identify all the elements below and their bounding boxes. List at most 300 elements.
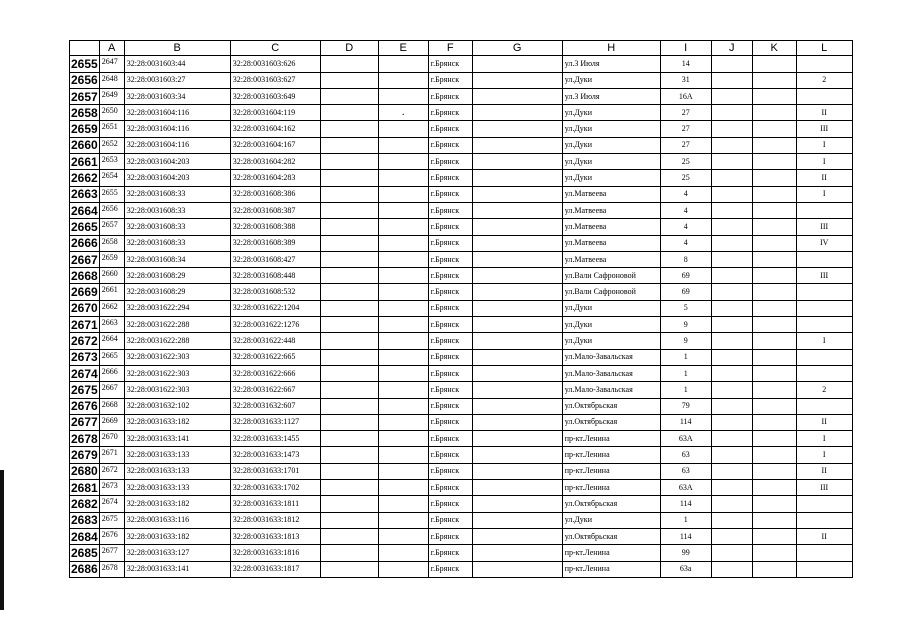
cell-b[interactable]: 32:28:0031633:133 [124, 463, 230, 479]
cell-i[interactable]: 63 [660, 447, 711, 463]
cell-h[interactable]: ул.Дуки [562, 317, 660, 333]
cell-b[interactable]: 32:28:0031622:288 [124, 317, 230, 333]
cell-h[interactable]: ул.Вали Сафроновой [562, 268, 660, 284]
row-number[interactable]: 2659 [71, 122, 98, 137]
row-number[interactable]: 2667 [71, 252, 98, 267]
cell-i[interactable]: 4 [660, 186, 711, 202]
cell-g[interactable] [472, 105, 562, 121]
cell-i[interactable]: 63 [660, 463, 711, 479]
cell-l[interactable] [796, 56, 852, 72]
cell-l[interactable] [796, 545, 852, 561]
cell-j[interactable] [711, 284, 752, 300]
row-number[interactable]: 2665 [71, 219, 98, 234]
cell-c[interactable]: 32:28:0031633:1816 [230, 545, 320, 561]
cell-f[interactable]: г.Брянск [428, 235, 472, 251]
cell-a[interactable]: 2673 [99, 480, 124, 496]
cell-k[interactable] [752, 88, 796, 104]
cell-k[interactable] [752, 300, 796, 316]
cell-i[interactable]: 63А [660, 431, 711, 447]
row-number[interactable]: 2683 [71, 513, 98, 528]
cell-g[interactable] [472, 121, 562, 137]
cell-g[interactable] [472, 496, 562, 512]
cell-j[interactable] [711, 154, 752, 170]
cell-g[interactable] [472, 251, 562, 267]
cell-a[interactable]: 2647 [99, 56, 124, 72]
cell-j[interactable] [711, 317, 752, 333]
cell-e[interactable] [378, 72, 428, 88]
cell-k[interactable] [752, 268, 796, 284]
cell-h[interactable]: ул.Вали Сафроновой [562, 284, 660, 300]
column-header-b[interactable]: B [124, 41, 230, 56]
cell-d[interactable] [320, 545, 378, 561]
cell-e[interactable] [378, 463, 428, 479]
cell-f[interactable]: г.Брянск [428, 447, 472, 463]
cell-a[interactable]: 2662 [99, 300, 124, 316]
cell-a[interactable]: 2660 [99, 268, 124, 284]
cell-j[interactable] [711, 219, 752, 235]
row-number[interactable]: 2670 [71, 301, 98, 316]
cell-k[interactable] [752, 56, 796, 72]
cell-k[interactable] [752, 349, 796, 365]
cell-f[interactable]: г.Брянск [428, 414, 472, 430]
cell-j[interactable] [711, 447, 752, 463]
cell-k[interactable] [752, 463, 796, 479]
cell-i[interactable]: 16А [660, 88, 711, 104]
cell-d[interactable] [320, 300, 378, 316]
cell-g[interactable] [472, 56, 562, 72]
cell-f[interactable]: г.Брянск [428, 463, 472, 479]
cell-b[interactable]: 32:28:0031622:303 [124, 349, 230, 365]
cell-d[interactable] [320, 317, 378, 333]
cell-h[interactable]: пр-кт.Ленина [562, 561, 660, 577]
cell-j[interactable] [711, 170, 752, 186]
cell-a[interactable]: 2674 [99, 496, 124, 512]
cell-d[interactable] [320, 349, 378, 365]
cell-j[interactable] [711, 333, 752, 349]
cell-h[interactable]: ул.Матвеева [562, 202, 660, 218]
cell-f[interactable]: г.Брянск [428, 545, 472, 561]
cell-c[interactable]: 32:28:0031603:627 [230, 72, 320, 88]
cell-d[interactable] [320, 137, 378, 153]
cell-j[interactable] [711, 398, 752, 414]
cell-i[interactable]: 31 [660, 72, 711, 88]
cell-h[interactable]: ул.Мало-Завальская [562, 349, 660, 365]
cell-a[interactable]: 2678 [99, 561, 124, 577]
cell-j[interactable] [711, 545, 752, 561]
cell-h[interactable]: ул.Дуки [562, 137, 660, 153]
row-number[interactable]: 2680 [71, 464, 98, 479]
row-number[interactable]: 2663 [71, 187, 98, 202]
cell-b[interactable]: 32:28:0031608:33 [124, 202, 230, 218]
cell-h[interactable]: ул.Мало-Завальская [562, 365, 660, 381]
cell-f[interactable]: г.Брянск [428, 56, 472, 72]
cell-c[interactable]: 32:28:0031608:388 [230, 219, 320, 235]
cell-j[interactable] [711, 72, 752, 88]
cell-d[interactable] [320, 284, 378, 300]
cell-c[interactable]: 32:28:0031633:1702 [230, 480, 320, 496]
cell-j[interactable] [711, 528, 752, 544]
cell-f[interactable]: г.Брянск [428, 284, 472, 300]
cell-a[interactable]: 2652 [99, 137, 124, 153]
row-number[interactable]: 2675 [71, 382, 98, 397]
cell-b[interactable]: 32:28:0031608:33 [124, 219, 230, 235]
cell-g[interactable] [472, 414, 562, 430]
cell-f[interactable]: г.Брянск [428, 72, 472, 88]
cell-k[interactable] [752, 561, 796, 577]
cell-l[interactable]: 2 [796, 382, 852, 398]
cell-l[interactable]: I [796, 333, 852, 349]
cell-i[interactable]: 63а [660, 561, 711, 577]
cell-f[interactable]: г.Брянск [428, 219, 472, 235]
cell-h[interactable]: ул.Октябрьская [562, 414, 660, 430]
cell-h[interactable]: ул.Матвеева [562, 186, 660, 202]
cell-i[interactable]: 5 [660, 300, 711, 316]
cell-i[interactable]: 99 [660, 545, 711, 561]
cell-h[interactable]: ул.Мало-Завальская [562, 382, 660, 398]
cell-d[interactable] [320, 512, 378, 528]
cell-i[interactable]: 8 [660, 251, 711, 267]
cell-a[interactable]: 2666 [99, 365, 124, 381]
cell-c[interactable]: 32:28:0031622:1276 [230, 317, 320, 333]
cell-b[interactable]: 32:28:0031608:29 [124, 284, 230, 300]
cell-a[interactable]: 2659 [99, 251, 124, 267]
cell-h[interactable]: ул.Дуки [562, 300, 660, 316]
cell-g[interactable] [472, 72, 562, 88]
cell-c[interactable]: 32:28:0031603:626 [230, 56, 320, 72]
cell-b[interactable]: 32:28:0031608:29 [124, 268, 230, 284]
cell-k[interactable] [752, 496, 796, 512]
cell-k[interactable] [752, 480, 796, 496]
cell-l[interactable] [796, 251, 852, 267]
cell-d[interactable] [320, 528, 378, 544]
cell-i[interactable]: 27 [660, 137, 711, 153]
cell-k[interactable] [752, 170, 796, 186]
cell-d[interactable] [320, 72, 378, 88]
cell-c[interactable]: 32:28:0031633:1455 [230, 431, 320, 447]
cell-j[interactable] [711, 365, 752, 381]
cell-l[interactable]: II [796, 528, 852, 544]
cell-i[interactable]: 27 [660, 105, 711, 121]
row-number[interactable]: 2672 [71, 333, 98, 348]
cell-f[interactable]: г.Брянск [428, 88, 472, 104]
cell-h[interactable]: ул.Октябрьская [562, 528, 660, 544]
row-number[interactable]: 2662 [71, 171, 98, 186]
row-number[interactable]: 2658 [71, 105, 98, 120]
cell-c[interactable]: 32:28:0031604:162 [230, 121, 320, 137]
cell-d[interactable] [320, 447, 378, 463]
cell-d[interactable] [320, 365, 378, 381]
row-number[interactable]: 2684 [71, 529, 98, 544]
cell-d[interactable] [320, 56, 378, 72]
cell-g[interactable] [472, 300, 562, 316]
row-number[interactable]: 2661 [71, 154, 98, 169]
cell-l[interactable]: III [796, 480, 852, 496]
cell-h[interactable]: ул.3 Июля [562, 88, 660, 104]
cell-k[interactable] [752, 447, 796, 463]
cell-k[interactable] [752, 72, 796, 88]
cell-g[interactable] [472, 512, 562, 528]
cell-k[interactable] [752, 528, 796, 544]
row-number[interactable]: 2656 [71, 73, 98, 88]
cell-l[interactable] [796, 300, 852, 316]
cell-e[interactable] [378, 480, 428, 496]
cell-l[interactable] [796, 398, 852, 414]
cell-l[interactable] [796, 349, 852, 365]
cell-a[interactable]: 2671 [99, 447, 124, 463]
cell-c[interactable]: 32:28:0031604:282 [230, 154, 320, 170]
cell-c[interactable]: 32:28:0031608:427 [230, 251, 320, 267]
cell-d[interactable] [320, 414, 378, 430]
cell-f[interactable]: г.Брянск [428, 496, 472, 512]
cell-f[interactable]: г.Брянск [428, 170, 472, 186]
cell-j[interactable] [711, 382, 752, 398]
cell-b[interactable]: 32:28:0031622:294 [124, 300, 230, 316]
cell-h[interactable]: ул.Дуки [562, 512, 660, 528]
cell-f[interactable]: г.Брянск [428, 121, 472, 137]
cell-h[interactable]: ул.Дуки [562, 170, 660, 186]
cell-l[interactable] [796, 365, 852, 381]
cell-h[interactable]: пр-кт.Ленина [562, 431, 660, 447]
cell-g[interactable] [472, 398, 562, 414]
cell-h[interactable]: ул.Октябрьская [562, 398, 660, 414]
column-header-f[interactable]: F [428, 41, 472, 56]
cell-d[interactable] [320, 398, 378, 414]
cell-c[interactable]: 32:28:0031622:448 [230, 333, 320, 349]
cell-g[interactable] [472, 219, 562, 235]
cell-d[interactable] [320, 202, 378, 218]
cell-k[interactable] [752, 235, 796, 251]
column-header-j[interactable]: J [711, 41, 752, 56]
cell-b[interactable]: 32:28:0031604:116 [124, 121, 230, 137]
cell-j[interactable] [711, 300, 752, 316]
cell-a[interactable]: 2677 [99, 545, 124, 561]
cell-c[interactable]: 32:28:0031608:387 [230, 202, 320, 218]
cell-e[interactable] [378, 382, 428, 398]
cell-e[interactable] [378, 349, 428, 365]
cell-f[interactable]: г.Брянск [428, 251, 472, 267]
cell-c[interactable]: 32:28:0031622:666 [230, 365, 320, 381]
cell-b[interactable]: 32:28:0031622:303 [124, 365, 230, 381]
cell-d[interactable] [320, 268, 378, 284]
cell-c[interactable]: 32:28:0031633:1473 [230, 447, 320, 463]
cell-b[interactable]: 32:28:0031633:116 [124, 512, 230, 528]
cell-e[interactable] [378, 154, 428, 170]
cell-e[interactable] [378, 88, 428, 104]
cell-f[interactable]: г.Брянск [428, 333, 472, 349]
cell-e[interactable] [378, 496, 428, 512]
cell-i[interactable]: 1 [660, 365, 711, 381]
row-number[interactable]: 2677 [71, 415, 98, 430]
cell-e[interactable] [378, 300, 428, 316]
cell-j[interactable] [711, 202, 752, 218]
column-header-e[interactable]: E [378, 41, 428, 56]
column-header-c[interactable]: C [230, 41, 320, 56]
cell-b[interactable]: 32:28:0031633:182 [124, 528, 230, 544]
cell-c[interactable]: 32:28:0031608:389 [230, 235, 320, 251]
cell-g[interactable] [472, 349, 562, 365]
cell-g[interactable] [472, 202, 562, 218]
row-number[interactable]: 2657 [71, 89, 98, 104]
cell-l[interactable] [796, 561, 852, 577]
cell-f[interactable]: г.Брянск [428, 202, 472, 218]
cell-b[interactable]: 32:28:0031633:133 [124, 447, 230, 463]
cell-i[interactable]: 4 [660, 235, 711, 251]
cell-g[interactable] [472, 382, 562, 398]
cell-a[interactable]: 2664 [99, 333, 124, 349]
cell-k[interactable] [752, 545, 796, 561]
column-header-l[interactable]: L [796, 41, 852, 56]
cell-c[interactable]: 32:28:0031622:665 [230, 349, 320, 365]
cell-g[interactable] [472, 365, 562, 381]
column-header-corner[interactable] [70, 41, 100, 56]
cell-d[interactable] [320, 382, 378, 398]
cell-l[interactable]: II [796, 463, 852, 479]
cell-h[interactable]: ул.Октябрьская [562, 496, 660, 512]
cell-c[interactable]: 32:28:0031633:1812 [230, 512, 320, 528]
cell-f[interactable]: г.Брянск [428, 105, 472, 121]
cell-d[interactable] [320, 463, 378, 479]
cell-k[interactable] [752, 202, 796, 218]
cell-d[interactable] [320, 88, 378, 104]
cell-h[interactable]: ул.Дуки [562, 105, 660, 121]
row-number[interactable]: 2660 [71, 138, 98, 153]
cell-f[interactable]: г.Брянск [428, 528, 472, 544]
cell-e[interactable] [378, 268, 428, 284]
cell-b[interactable]: 32:28:0031622:303 [124, 382, 230, 398]
cell-k[interactable] [752, 121, 796, 137]
column-header-k[interactable]: K [752, 41, 796, 56]
cell-e[interactable] [378, 512, 428, 528]
row-number[interactable]: 2686 [71, 562, 98, 577]
cell-j[interactable] [711, 88, 752, 104]
cell-k[interactable] [752, 414, 796, 430]
cell-e[interactable] [378, 561, 428, 577]
cell-k[interactable] [752, 333, 796, 349]
cell-c[interactable]: 32:28:0031604:167 [230, 137, 320, 153]
cell-k[interactable] [752, 431, 796, 447]
cell-i[interactable]: 9 [660, 317, 711, 333]
cell-k[interactable] [752, 137, 796, 153]
cell-j[interactable] [711, 496, 752, 512]
cell-e[interactable] [378, 219, 428, 235]
cell-l[interactable]: IV [796, 235, 852, 251]
cell-b[interactable]: 32:28:0031603:27 [124, 72, 230, 88]
cell-e[interactable] [378, 398, 428, 414]
cell-b[interactable]: 32:28:0031633:127 [124, 545, 230, 561]
cell-b[interactable]: 32:28:0031632:102 [124, 398, 230, 414]
cell-a[interactable]: 2653 [99, 154, 124, 170]
cell-d[interactable] [320, 480, 378, 496]
cell-l[interactable]: I [796, 431, 852, 447]
cell-g[interactable] [472, 268, 562, 284]
cell-i[interactable]: 1 [660, 512, 711, 528]
cell-j[interactable] [711, 105, 752, 121]
cell-k[interactable] [752, 284, 796, 300]
cell-e[interactable] [378, 186, 428, 202]
cell-j[interactable] [711, 480, 752, 496]
cell-k[interactable] [752, 382, 796, 398]
cell-b[interactable]: 32:28:0031604:203 [124, 154, 230, 170]
cell-e[interactable] [378, 365, 428, 381]
cell-e[interactable] [378, 251, 428, 267]
cell-c[interactable]: 32:28:0031604:283 [230, 170, 320, 186]
cell-d[interactable] [320, 251, 378, 267]
cell-e[interactable]: . [378, 105, 428, 121]
cell-j[interactable] [711, 561, 752, 577]
cell-i[interactable]: 4 [660, 202, 711, 218]
cell-b[interactable]: 32:28:0031604:116 [124, 105, 230, 121]
cell-e[interactable] [378, 202, 428, 218]
cell-j[interactable] [711, 137, 752, 153]
cell-i[interactable]: 114 [660, 414, 711, 430]
cell-l[interactable]: III [796, 121, 852, 137]
cell-g[interactable] [472, 186, 562, 202]
cell-e[interactable] [378, 317, 428, 333]
cell-e[interactable] [378, 414, 428, 430]
cell-g[interactable] [472, 170, 562, 186]
row-number[interactable]: 2669 [71, 285, 98, 300]
cell-h[interactable]: пр-кт.Ленина [562, 480, 660, 496]
cell-g[interactable] [472, 317, 562, 333]
cell-a[interactable]: 2661 [99, 284, 124, 300]
row-number[interactable]: 2655 [71, 56, 98, 71]
row-number[interactable]: 2664 [71, 203, 98, 218]
cell-a[interactable]: 2667 [99, 382, 124, 398]
cell-l[interactable]: II [796, 414, 852, 430]
cell-k[interactable] [752, 512, 796, 528]
cell-c[interactable]: 32:28:0031633:1813 [230, 528, 320, 544]
cell-d[interactable] [320, 170, 378, 186]
cell-a[interactable]: 2655 [99, 186, 124, 202]
cell-e[interactable] [378, 545, 428, 561]
cell-g[interactable] [472, 545, 562, 561]
cell-h[interactable]: ул.Дуки [562, 333, 660, 349]
cell-f[interactable]: г.Брянск [428, 512, 472, 528]
cell-c[interactable]: 32:28:0031632:607 [230, 398, 320, 414]
cell-h[interactable]: ул.Дуки [562, 121, 660, 137]
cell-l[interactable] [796, 202, 852, 218]
cell-k[interactable] [752, 317, 796, 333]
cell-i[interactable]: 63А [660, 480, 711, 496]
cell-l[interactable] [796, 88, 852, 104]
cell-f[interactable]: г.Брянск [428, 382, 472, 398]
cell-b[interactable]: 32:28:0031604:116 [124, 137, 230, 153]
cell-j[interactable] [711, 268, 752, 284]
cell-d[interactable] [320, 186, 378, 202]
cell-l[interactable]: I [796, 186, 852, 202]
cell-k[interactable] [752, 365, 796, 381]
cell-c[interactable]: 32:28:0031603:649 [230, 88, 320, 104]
cell-b[interactable]: 32:28:0031633:182 [124, 414, 230, 430]
cell-g[interactable] [472, 88, 562, 104]
cell-f[interactable]: г.Брянск [428, 268, 472, 284]
cell-j[interactable] [711, 186, 752, 202]
cell-g[interactable] [472, 154, 562, 170]
row-number[interactable]: 2668 [71, 268, 98, 283]
cell-d[interactable] [320, 235, 378, 251]
cell-c[interactable]: 32:28:0031633:1817 [230, 561, 320, 577]
row-number[interactable]: 2682 [71, 496, 98, 511]
cell-f[interactable]: г.Брянск [428, 154, 472, 170]
cell-d[interactable] [320, 219, 378, 235]
cell-l[interactable] [796, 496, 852, 512]
cell-d[interactable] [320, 154, 378, 170]
cell-f[interactable]: г.Брянск [428, 365, 472, 381]
cell-l[interactable] [796, 284, 852, 300]
cell-a[interactable]: 2668 [99, 398, 124, 414]
cell-e[interactable] [378, 56, 428, 72]
cell-b[interactable]: 32:28:0031633:133 [124, 480, 230, 496]
